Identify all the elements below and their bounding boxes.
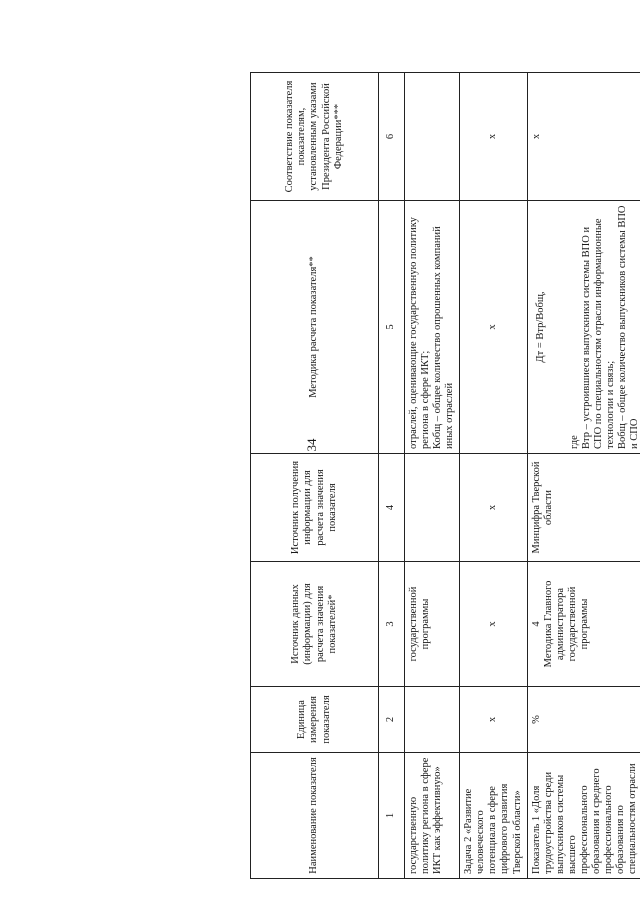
method-formula: Дт = Втр/Вобщ, (534, 291, 546, 363)
method-text: отраслей, оценивающие государственную политику региона в сфере ИКТ; Кобщ – общее количество опрошенных компаний иных отраслей (408, 217, 456, 449)
header-unit: Единица измерения показателя (251, 687, 379, 753)
unit-cell: х (460, 687, 527, 753)
data-source-cell: 4 Методика Главного администратора государственной программы (527, 562, 640, 687)
column-number: 4 (379, 454, 405, 562)
method-cell (527, 201, 640, 454)
table-row (527, 73, 640, 879)
table-row (405, 73, 460, 879)
header-info-source: Источник получения информации для расчета значения показателя (251, 454, 379, 562)
data-source-cell: х (460, 562, 527, 687)
header-indicator-name: Наименование показателя (251, 753, 379, 879)
method-cell: х (460, 201, 527, 454)
header-row (251, 73, 379, 879)
unit-cell: % (527, 687, 640, 753)
column-number: 3 (379, 562, 405, 687)
indicator-name-cell: Задача 2 «Развитие человеческого потенциала в сфере цифрового развития Тверской области» (460, 753, 527, 879)
indicator-name-cell: государственную политику региона в сфере ИКТ как эффективную» (405, 753, 460, 879)
header-conformity: Соответствие показателя показателям, установленным указами Президента Российской Федерации*** (251, 73, 379, 201)
indicator-name-cell: Показатель 1 «Доля трудоустройства среди выпускников системы высшего профессионального образования и среднего профессионального образования по специальностям отрасли (527, 753, 640, 879)
table-row (460, 73, 527, 879)
header-data-source: Источник данных (информации) для расчета значения показателей* (251, 562, 379, 687)
info-source-cell (405, 454, 460, 562)
info-source-cell: х (460, 454, 527, 562)
indicators-table (250, 72, 640, 879)
unit-cell (405, 687, 460, 753)
page-number: 34 (304, 438, 319, 452)
method-text: где Втр – устроившиеся выпускники системы ВПО и СПО по специальностям отрасли информационные технологии и связь; Вобщ – общее количество выпускников системы ВПО и СПО (568, 205, 640, 449)
conformity-cell (405, 73, 460, 201)
column-number: 2 (379, 687, 405, 753)
data-source-cell: государственной программы (405, 562, 460, 687)
conformity-cell: х (527, 73, 640, 201)
rotated-table-container (250, 73, 640, 879)
header-method: Методика расчета показателя** (251, 201, 379, 454)
column-number: 6 (379, 73, 405, 201)
conformity-cell: х (460, 73, 527, 201)
column-number: 1 (379, 753, 405, 879)
column-number: 5 (379, 201, 405, 454)
info-source-cell: Минцифра Тверской области (527, 454, 640, 562)
column-numbers-row (379, 73, 405, 879)
method-cell (405, 201, 460, 454)
